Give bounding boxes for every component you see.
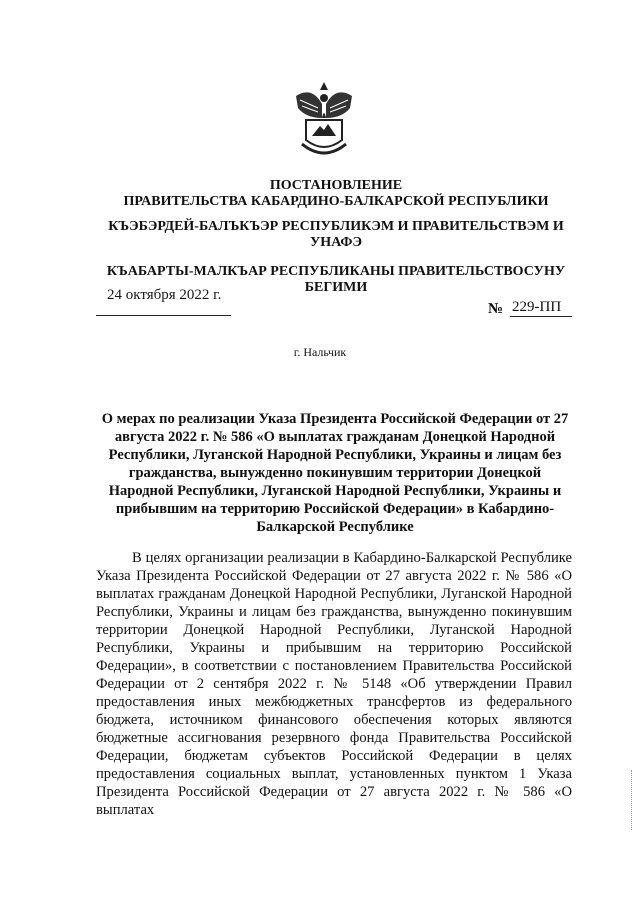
issuer-heading-kabardian: КЪЭБЭРДЕЙ-БАЛЪКЪЭР РЕСПУБЛИКЭМ И ПРАВИТЕЛЬСТВЭМ И УНАФЭ (108, 219, 564, 250)
issuer-heading-russian: ПРАВИТЕЛЬСТВА КАБАРДИНО-БАЛКАРСКОЙ РЕСПУБЛИКИ (123, 194, 549, 209)
issuer-heading-balkar: КЪАБАРТЫ-МАЛКЪАР РЕСПУБЛИКАНЫ ПРАВИТЕЛЬСТВОСУНУ БЕГИМИ (106, 264, 566, 295)
coat-of-arms-icon (292, 78, 356, 164)
date-underline (96, 315, 231, 316)
document-number: 229-ПП (510, 299, 572, 317)
scan-edge-mark (629, 770, 632, 830)
document-type-heading: ПОСТАНОВЛЕНИЕ (269, 178, 403, 193)
body-paragraph: В целях организации реализации в Кабардино-Балкарской Республике Указа Президента Российской Федерации от 27 августа 2022 г. № 586 «О выплатах гражданам Донецкой Народной Республики, Луганской Народной Республики, Украины и лицам без гражданства, вынужденно покинувшим территории Донецкой Народной Республики, Луганской Народной Республики, Украины и прибывшим на территорию Российской Федерации», в соответствии с постановлением Правительства Российской Федерации от 2 сентября 2022 г. № 5148 «Об утверждении Правил предоставления иных межбюджетных трансфертов из федерального бюджета, источником финансового обеспечения которых являются бюджетные ассигнования резервного фонда Правительства Российской Федерации, бюджетам субъектов Российской Федерации в целях предоставления социальных выплат, установленных пунктом 1 Указа Президента Российской Федерации от 27 августа 2022 г. № 586 «О выплатах (96, 550, 572, 818)
document-body (96, 549, 572, 819)
document-date: 24 октября 2022 г. (107, 287, 222, 303)
city-name: г. Нальчик (293, 345, 347, 359)
number-label: № (488, 301, 504, 317)
document-title: О мерах по реализации Указа Президента Российской Федерации от 27 августа 2022 г. № 586 «О выплатах гражданам Донецкой Народной Республики, Луганской Народной Республики, Украины и лицам без гражданства, вынужденно покинувшим территории Донецкой Народной Республики, Луганской Народной Республики, Украины и прибывшим на территорию Российской Федерации» в Кабардино-Балкарской Республике (101, 411, 569, 535)
